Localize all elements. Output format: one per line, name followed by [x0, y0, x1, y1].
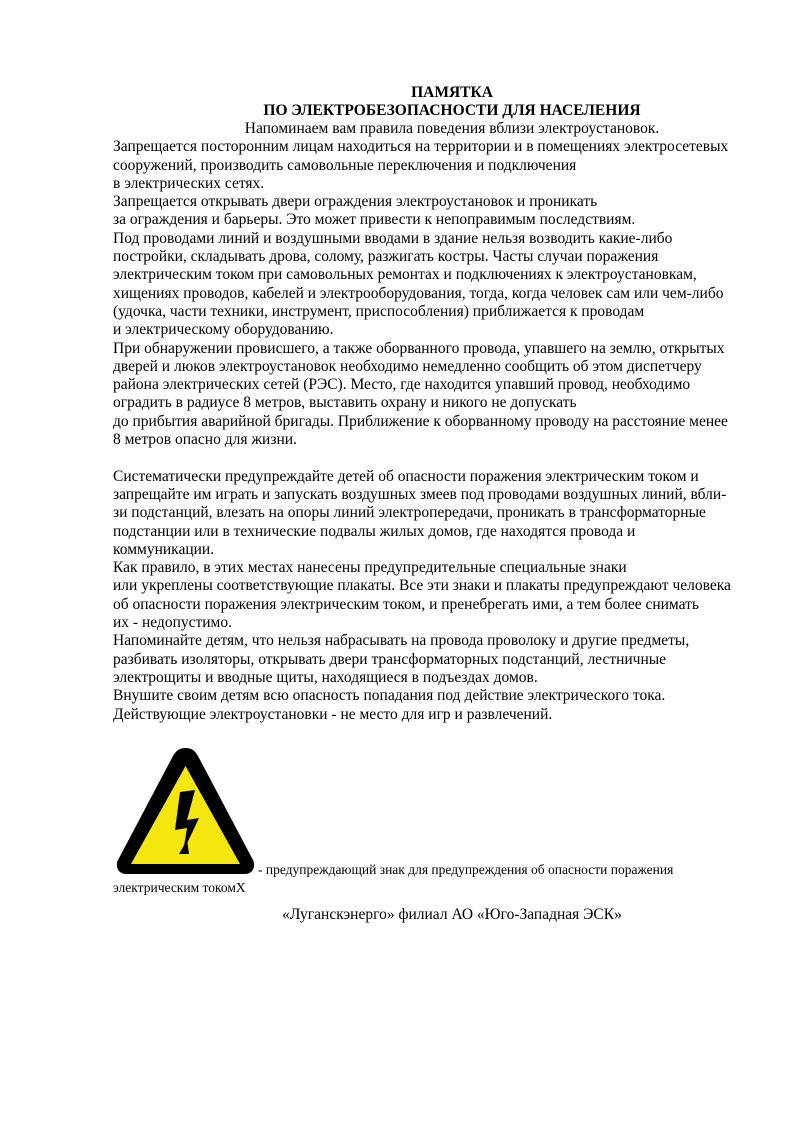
body-line: разбивать изоляторы, открывать двери трансформаторных подстанций, лестничные [113, 650, 667, 668]
body-line: оградить в радиусе 8 метров, выставить охрану и никого не допускать [113, 394, 577, 412]
body-line: до прибытия аварийной бригады. Приближение к оборванному проводу на расстояние менее [113, 412, 728, 430]
body-line: или укреплены соответствующие плакаты. Все эти знаки и плакаты предупреждают человека [113, 577, 731, 595]
body-line: и электрическому оборудованию. [113, 321, 334, 339]
body-line: 8 метров опасно для жизни. [113, 431, 297, 449]
body-line: Систематически предупреждайте детей об опасности поражения электрическим током и [113, 467, 699, 485]
high-voltage-warning-icon [113, 744, 258, 879]
document-title-line1: ПАМЯТКА [411, 84, 493, 101]
sign-caption-line1: - предупреждающий знак для предупреждения об опасности поражения [258, 861, 674, 877]
body-line: в электрических сетях. [113, 174, 265, 192]
body-line: Напоминайте детям, что нельзя набрасывать на провода проволоку и другие предметы, [113, 632, 690, 650]
body-line: постройки, складывать дрова, солому, разжигать костры. Часты случаи поражения [113, 248, 659, 266]
body-line: (удочка, части техники, инструмент, приспособления) приближается к проводам [113, 302, 645, 320]
body-line: об опасности поражения электрическим током, и пренебрегать ими, а тем более снимать [113, 595, 699, 613]
body-line: их - недопустимо. [113, 614, 232, 632]
body-line [113, 449, 761, 467]
document-footer: «Луганскэнерго» филиал АО «Юго-Западная ЭСК» [282, 905, 622, 923]
sign-caption-line2: электрическим токомХ [113, 879, 246, 895]
document-body [113, 138, 761, 724]
body-line: сооружений, производить самовольные переключения и подключения [113, 156, 577, 174]
body-line: хищениях проводов, кабелей и электрооборудования, тогда, когда человек сам или чем-либо [113, 284, 724, 302]
body-line: Внушите своим детям всю опасность попадания под действие электрического тока. [113, 687, 666, 705]
warning-sign-block [113, 744, 761, 894]
document-intro: Напоминаем вам правила поведения вблизи электроустановок. [244, 120, 660, 137]
body-line: Под проводами линий и воздушными вводами в здание нельзя возводить какие-либо [113, 229, 673, 247]
body-line: района электрических сетей (РЭС). Место, где находится упавший провод, необходимо [113, 376, 691, 394]
body-line: Запрещается посторонним лицам находиться на территории и в помещениях электросетевых [113, 138, 729, 156]
body-line: Запрещается открывать двери ограждения электроустановок и проникать [113, 193, 598, 211]
body-line: Как правило, в этих местах нанесены предупредительные специальные знаки [113, 559, 627, 577]
document-page [113, 84, 761, 924]
body-line: запрещайте им играть и запускать воздушных змеев под проводами воздушных линий, вбли- [113, 485, 727, 503]
body-line: за ограждения и барьеры. Это может привести к непоправимым последствиям. [113, 211, 636, 229]
document-title-line2: ПО ЭЛЕКТРОБЕЗОПАСНОСТИ ДЛЯ НАСЕЛЕНИЯ [263, 102, 641, 119]
body-line: электрическим током при самовольных ремонтах и подключениях к электроустановкам, [113, 266, 697, 284]
body-line: При обнаружении провисшего, а также оборванного провода, упавшего на землю, открытых [113, 339, 725, 357]
body-line: подстанции или в технические подвалы жилых домов, где находятся провода и [113, 522, 636, 540]
body-line: дверей и люков электроустановок необходимо немедленно сообщить об этом диспетчеру [113, 357, 702, 375]
body-line: зи подстанций, влезать на опоры линий электропередачи, проникать в трансформаторные [113, 504, 706, 522]
body-line: электрощиты и вводные щиты, находящиеся в подъездах домов. [113, 668, 538, 686]
body-line: коммуникации. [113, 540, 215, 558]
body-line: Действующие электроустановки - не место для игр и развлечений. [113, 705, 553, 723]
